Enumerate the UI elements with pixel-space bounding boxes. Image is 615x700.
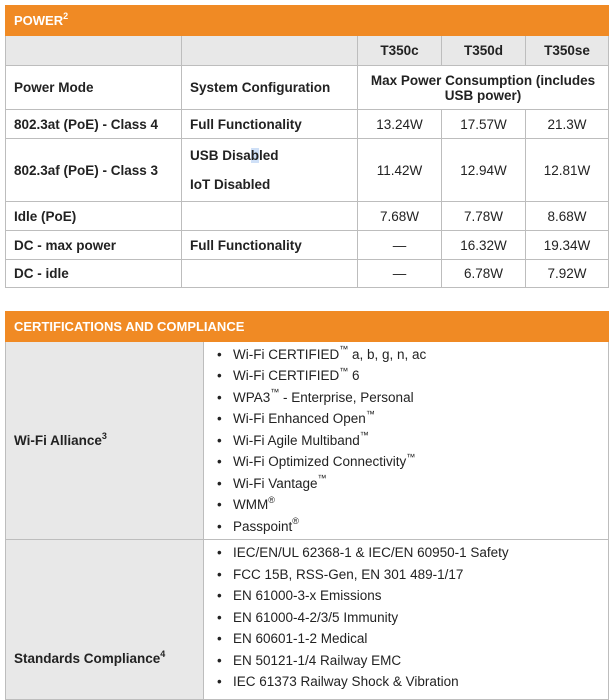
value-cell-t350c: 7.68W: [358, 202, 442, 231]
standards-list-cell: [204, 540, 609, 700]
trademark-mark: ®: [292, 516, 299, 527]
value-cell-t350se: 7.92W: [526, 260, 609, 288]
value-cell-t350se: 19.34W: [526, 231, 609, 260]
trademark-mark: ™: [406, 451, 416, 462]
config-cell: Full Functionality: [182, 231, 358, 260]
standards-footnote: 4: [160, 648, 166, 659]
certifications-section-title: CERTIFICATIONS AND COMPLIANCE: [6, 312, 609, 342]
wifi-alliance-list: [212, 344, 608, 538]
value-cell-t350c: 13.24W: [358, 110, 442, 139]
list-item: • Passpoint®: [212, 516, 608, 538]
value-cell-t350d: 17.57W: [442, 110, 526, 139]
list-item: • Wi-Fi Enhanced Open™: [212, 408, 608, 430]
power-mode-cell: 802.3af (PoE) - Class 3: [6, 139, 182, 202]
power-mode-cell: DC - idle: [6, 260, 182, 288]
config-cell: [182, 139, 358, 202]
system-configuration-header: System Configuration: [182, 66, 358, 110]
model-header-t350se: T350se: [526, 36, 609, 66]
value-cell-t350d: 12.94W: [442, 139, 526, 202]
trademark-mark: ™: [270, 387, 280, 398]
power-mode-cell: 802.3at (PoE) - Class 4: [6, 110, 182, 139]
trademark-mark: ™: [359, 430, 369, 441]
value-cell-t350c: 11.42W: [358, 139, 442, 202]
value-cell-t350c: —: [358, 260, 442, 288]
config-cell: Full Functionality: [182, 110, 358, 139]
list-item: • Wi-Fi Optimized Connectivity™: [212, 451, 608, 473]
text-selection-highlight: b: [250, 148, 260, 163]
power-title-footnote: 2: [63, 10, 69, 21]
value-cell-t350d: 7.78W: [442, 202, 526, 231]
wifi-alliance-label: Wi-Fi Alliance$^3$: [6, 342, 204, 540]
wifi-alliance-footnote: 3: [101, 430, 107, 441]
trademark-mark: ™: [317, 473, 327, 484]
value-cell-t350d: 16.32W: [442, 231, 526, 260]
list-item: • EN 61000-4-2/3/5 Immunity: [212, 607, 608, 629]
power-title-text: POWER: [14, 13, 64, 28]
power-title-row: [6, 6, 609, 36]
list-item: • IEC/EN/UL 62368-1 & IEC/EN 60950-1 Safety: [212, 542, 608, 564]
wifi-alliance-list-cell: [204, 342, 609, 540]
list-item: • Wi-Fi Agile Multiband™: [212, 430, 608, 452]
list-item: • Wi-Fi CERTIFIED™ a, b, g, n, ac: [212, 344, 608, 366]
trademark-mark: ®: [268, 494, 275, 505]
list-item: • EN 50121-1/4 Railway EMC: [212, 650, 608, 672]
config-cell: [182, 260, 358, 288]
table-row: [6, 110, 609, 139]
power-mode-header: Power Mode: [6, 66, 182, 110]
list-item: • WPA3™ - Enterprise, Personal: [212, 387, 608, 409]
power-section-title: [6, 6, 609, 36]
list-item: • IEC 61373 Railway Shock & Vibration: [212, 671, 608, 693]
value-cell-t350c: —: [358, 231, 442, 260]
max-power-header: Max Power Consumption (includes USB power): [358, 66, 609, 110]
power-header-blank-2: [182, 36, 358, 66]
list-item: • WMM®: [212, 494, 608, 516]
iot-disabled-text: IoT Disabled: [190, 177, 271, 192]
config-cell: [182, 202, 358, 231]
usb-disabled-text: USB Disabled: [190, 148, 279, 163]
trademark-mark: ™: [339, 344, 349, 355]
power-column-header-row: [6, 66, 609, 110]
wifi-alliance-row: [6, 342, 609, 540]
certifications-table: [5, 311, 609, 700]
power-mode-cell: Idle (PoE): [6, 202, 182, 231]
value-cell-t350se: 12.81W: [526, 139, 609, 202]
list-item: • Wi-Fi Vantage™: [212, 473, 608, 495]
list-item: • EN 61000-3-x Emissions: [212, 585, 608, 607]
table-row: [6, 231, 609, 260]
power-model-header-row: [6, 36, 609, 66]
table-row: [6, 202, 609, 231]
standards-list: [212, 542, 608, 693]
standards-row: [6, 540, 609, 700]
standards-compliance-label: Standards Compliance$^4$: [6, 540, 204, 700]
list-item: • EN 60601-1-2 Medical: [212, 628, 608, 650]
model-header-t350d: T350d: [442, 36, 526, 66]
list-item: • Wi-Fi CERTIFIED™ 6: [212, 365, 608, 387]
trademark-mark: ™: [339, 365, 349, 376]
power-header-blank-1: [6, 36, 182, 66]
model-header-t350c: T350c: [358, 36, 442, 66]
table-row: [6, 260, 609, 288]
value-cell-t350se: 8.68W: [526, 202, 609, 231]
power-mode-cell: DC - max power: [6, 231, 182, 260]
power-table: [5, 5, 609, 288]
list-item: • FCC 15B, RSS-Gen, EN 301 489-1/17: [212, 564, 608, 586]
trademark-mark: ™: [365, 408, 375, 419]
certifications-title-row: [6, 312, 609, 342]
value-cell-t350d: 6.78W: [442, 260, 526, 288]
value-cell-t350se: 21.3W: [526, 110, 609, 139]
table-row: [6, 139, 609, 202]
